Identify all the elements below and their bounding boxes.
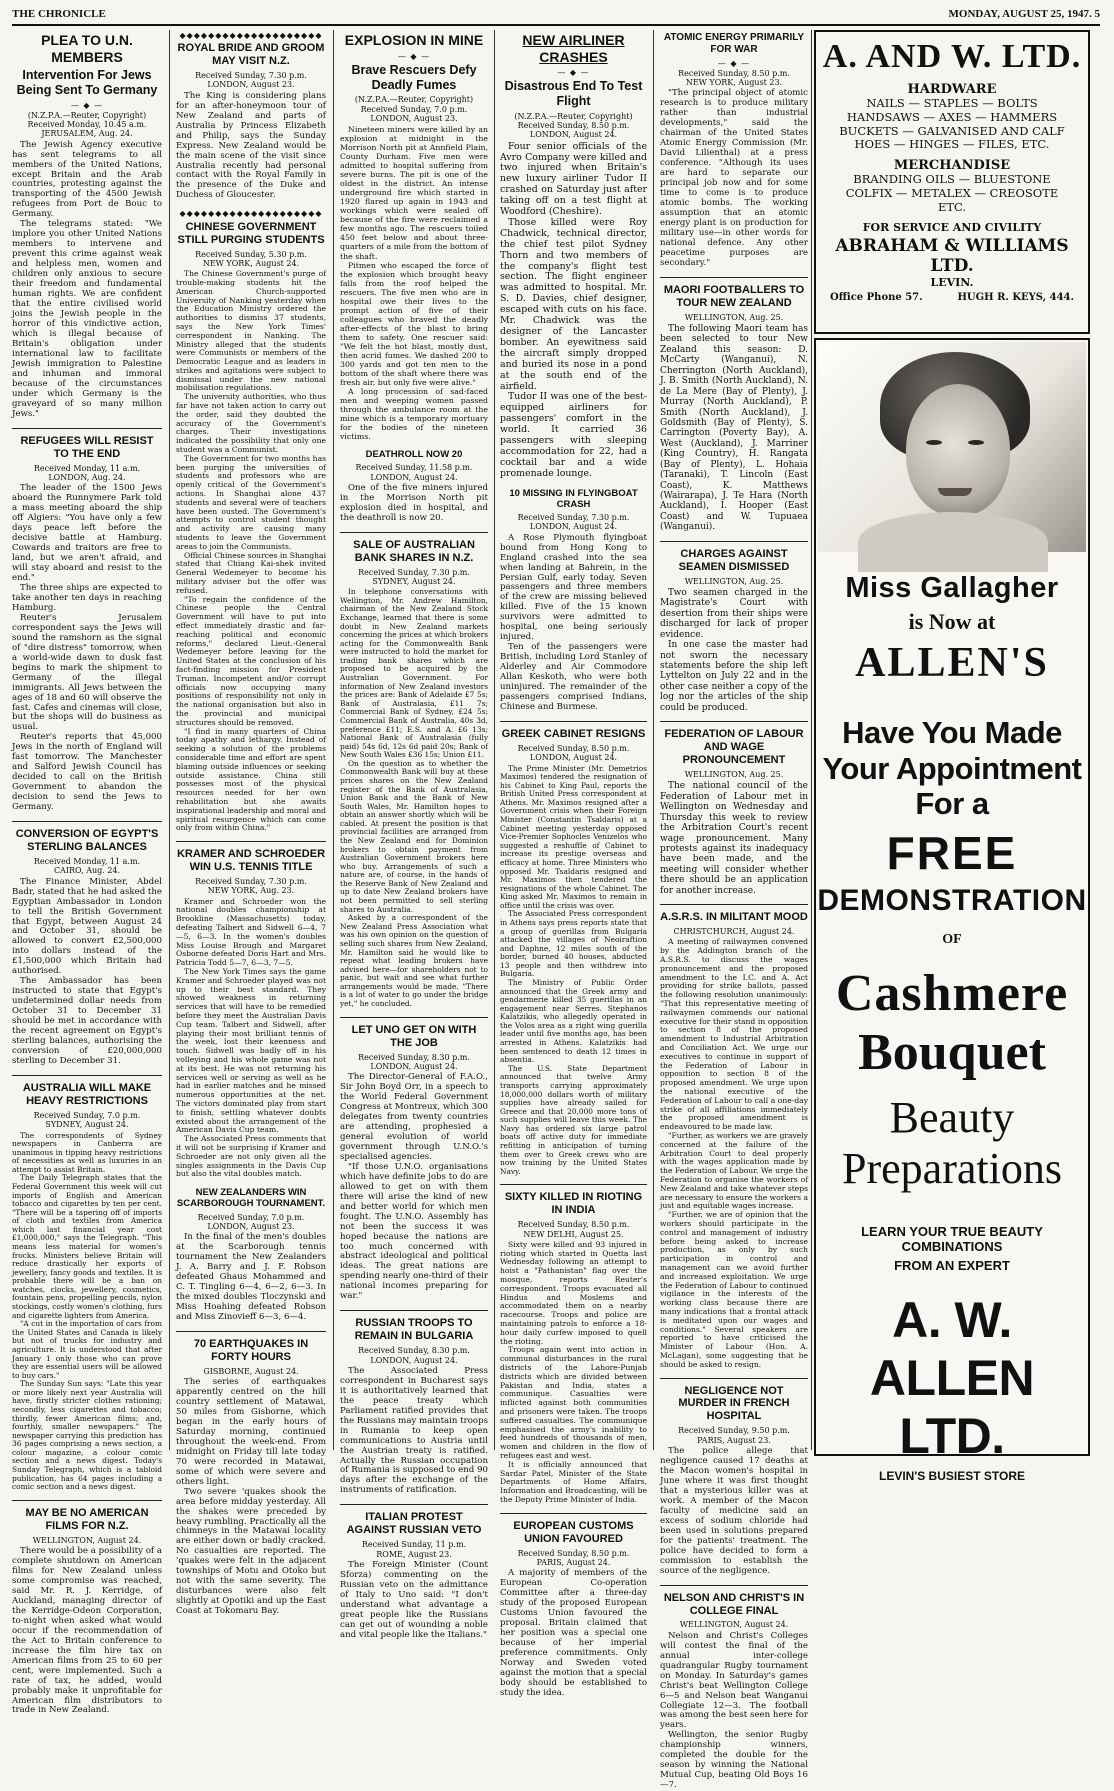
paragraph: The King is considering plans for an after-honeymoon tour of New Zealand and parts of Australia by Princess Elizabeth and Philip, says the Sunday Express. New Zealand would be the main scene of the visit since Australia recently had personal contact with the Royal Family in the presence of the Duke and Duchess of Gloucester. [176, 90, 326, 201]
ad-store-name: A. W. ALLEN LTD. [869, 1291, 1035, 1464]
dateline: LONDON, August 23. [207, 80, 295, 90]
paragraph: "Further, as workers we are gravely concerned at the failure of the Arbitration Court to deal properly with the wages application made by the Federation of Labour. We urge the Federation to organise the workers of New Zealand and take whatever steps are necessary to ensure the workers a just and equitable wages increase. [660, 1130, 808, 1211]
credit: (N.Z.P.A.—Reuter, Copyright) [514, 111, 633, 121]
column-5 [660, 30, 808, 1791]
paragraph: The Associated Press comments that it will not be surprising if Kramer and Schroeder are not only given all the singles assignments in the Davis Cup but also the vital doubles match. [176, 1134, 326, 1179]
paragraph: "The principal object of atomic research is to produce military rather than industrial developments," said the chairman of the United States Atomic Energy Commission (Mr. David Lilienthal) at a press conference. "Although its uses are hard to separate our principal job now and for some time to come is to produce atomic bombs. The working assumption that an atomic energy plant is on production for military use—in other words for national defence. Any other peacetime purposes are secondary." [660, 88, 808, 268]
article-scarborough [176, 1187, 326, 1323]
paragraph: Those killed were Roy Chadwick, technical director, the chief test pilot Sydney Thorn and two members of the company's flight test section. The flight engineer was admitted to hospital. Mr. S. D. Davies, chief designer, escaped with cuts on his face. Mr. Chadwick was the designer of the Lancaster bomber. An eyewitness said the aircraft simply dropped and buried its nose in a pond at the south end of the airfield. [500, 216, 647, 392]
dateline: WELLINGTON, Aug. 25. [684, 770, 784, 780]
paragraph: The three ships are expected to take another ten days in reaching Hamburg. [12, 582, 162, 613]
ad-firm: ABRAHAM & WILLIAMS LTD. [835, 235, 1069, 276]
paragraph: The Sunday Sun says: "Late this year or more likely next year Australia will have, firstly stricter clothes rationing; secondly, less cigarettes and tobacco; thirdly, fewer American films; and, fourthly, smaller newspapers." The newspaper carrying this prediction has 36 pages comprising a news section, a colour magazine, a colour comic section and a news digest. Today's Sunday Telegraph, which is a tabloid publication, has 64 pages including a comic section and a news digest. [12, 1379, 162, 1492]
paragraph: Nelson and Christ's Colleges will contest the final of the annual inter-college quadrangular Rugby tournament on Monday. In Saturday's games Christ's beat Wellington College 6—5 and Nelson beat Wanganui Collegiate 12—3. The football was among the best seen here for years. [660, 1630, 808, 1731]
divider: ◆◆◆◆◆◆◆◆◆◆◆◆◆◆◆◆◆◆◆◆ [179, 31, 323, 40]
article-deathroll [340, 449, 488, 524]
paragraph: It is officially announced that Sardar Patel, Minister of the State Departments of Home Affairs, Information and Broadcasting, will be the Deputy Prime Minister of India. [500, 1459, 647, 1504]
dateline: WELLINGTON, August 24. [679, 1620, 789, 1630]
headline: ROYAL BRIDE AND GROOM MAY VISIT N.Z. [177, 42, 325, 68]
headline: RUSSIAN TROOPS TO REMAIN IN BULGARIA [354, 1317, 474, 1343]
article-refugees [12, 435, 162, 813]
article-italian [340, 1511, 488, 1640]
received: Received Sunday, 7.0 p.m. [197, 1212, 305, 1222]
paragraph: Sixty were killed and 93 injured in rioting which started in Quetta last Wednesday following an attempt to hoist a "Pathanistan" flag over the mosque, reports Reuter's correspondent. Troops evacuated all Hindus and Moslems and accommodated them on a nearby racecourse. Troops and police are maintaining patrols to enforce a 18-hour daily curfew imposed to quell the rioting. [500, 1239, 647, 1346]
paragraph: On the question as to whether the Commonwealth Bank will buy at these prices shares on the New Zealand register of the Bank of Australasia, Union Bank and the Bank of New South Wales, Mr. Hamilton hopes to obtain an answer shortly which will be cabled. At present the position is that provincial facilities are arranged from the New Zealand end for Dominion brokers to obtain payment from Australian Government brokers here who buy. Arrangements of such a nature are, of course, in the hands of the Reserve Bank of New Zealand and up to date New Zealand brokers have not been permitted to sell sterling shares to Australia. [340, 758, 488, 914]
paragraph: The leader of the 1500 Jews aboard the Runnymere Park told a mass meeting aboard the ship off Algiers: "You have only a few days peace left before the decisive battle at Hamburg. Cowards and traitors are free to land, but we aren't afraid, and will stay aboard and resist to the end." [12, 483, 162, 583]
dateline: LONDON, August 23. [207, 1221, 295, 1231]
credit: (N.Z.P.A.—Reuter, Copyright) [27, 110, 147, 120]
paragraph: The Ministry of Public Order announced that the Greek army and gendarmerie killed 35 guerillas in an engagement near Serres. Stephanos Kalatzikis, who allegedly operated in the Volos area as a right wing guerilla leader until five months ago, has been arrested in Athens. Kalatzikis had been sentenced to death 12 times in absentia. [500, 978, 647, 1065]
dateline: LONDON, August 23. [370, 113, 458, 123]
headline: A.S.R.S. IN MILITANT MOOD [660, 911, 808, 924]
received: Received Sunday, 9.50 p.m. [678, 1426, 790, 1436]
article-tennis [176, 848, 326, 1179]
article-airliner [500, 32, 647, 480]
paragraph: Four senior officials of the Avro Company were killed and two injured when Britain's new luxury airliner Tudor II crashed on Saturday just after taking off on a test flight at Woodford (Cheshire). [500, 140, 647, 218]
article-royal [176, 42, 326, 201]
received: Received Sunday, 7.0 p.m. [33, 1110, 141, 1120]
ad-abraham-williams [814, 30, 1090, 334]
received: Received Sunday, 8.50 p.m. [517, 1548, 630, 1558]
article-earthquakes [176, 1338, 326, 1617]
ad-heading-hardware: HARDWARE [907, 82, 997, 97]
headline: NEW AIRLINER CRASHES [522, 32, 625, 65]
received: Received Sunday, 8.50 p.m. [517, 121, 630, 131]
divider: — ◆ — [557, 68, 590, 78]
column-4 [500, 30, 647, 1698]
received: Received Sunday, 5.30 p.m. [195, 249, 307, 259]
headline: SIXTY KILLED IN RIOTING IN INDIA [504, 1191, 643, 1217]
paragraph: Two severe 'quakes shook the area before midday yesterday. All the shakes were preceded by heavy rumbling. Practically all the chimneys in the Matawai locality are either down or badly cracked. No casualties are reported. The 'quakes were felt in the adjacent townships of Motu and Otoko but not with the same severity. The disturbances were also felt slightly at Opotiki and up the East Coast at Tokomaru Bay. [176, 1486, 326, 1617]
paragraph: The Daily Telegraph states that the Federal Government this week will cut imports of English and American tobacco and cigarettes by ten per cent. "There will be a tapering off of imports of cloth and textiles from America which last financial year cost £1,000,000," says the Telegraph. "This means less material for women's frocks. Ministers believe Britain will reduce drastically her exports of jewellery, fancy goods and textiles. It is probable there will be a ban on watches, clocks, jewellery, cosmetics, fountain pens, propelling pencils, nylon stockings, costly women's clothing, furs and cigarette lighters from America. [12, 1173, 162, 1320]
ad-allens [814, 338, 1090, 1483]
portrait-photo [818, 342, 1086, 552]
paragraph: The Foreign Minister (Count Sforza) commenting on the Russian veto on the admittance of Italy to Uno said: "I don't understand what advantage a great people like the Russians can get out of wounding a noble and vital people like the Italians." [340, 1559, 488, 1640]
paragraph: The Prime Minister (Mr. Demetrios Maximos) tendered the resignation of his Cabinet to King Paul, reports the British United Press correspondent at Athens. Mr. Maximos resigned after a Government crisis when their Foreign Minister (Constantin Tsaldaris) at a Cabinet meeting yesterday opposed Vice-Premier Sophocles Venizelos who suggested a reshuffle of Cabinet to increase its prestige overseas and efficacy at home. Three Ministers who opposed Mr. Tsaldaris resigned and Mr. Maximos then tendered the resignations of the whole Cabinet. The King asked Mr. Maximos to remain in office until the crisis was over. [500, 763, 647, 910]
ad-miss-gallagher: Miss Gallagher [845, 572, 1059, 604]
column-rule [811, 30, 812, 1450]
paragraph: The Jewish Agency executive has sent telegrams to all members of the United Nations, except Britain and the Arab countries, protesting against the transporting of the 4500 Jewish refugees from Port de Bouc to Germany. [12, 139, 162, 220]
headline: CHINESE GOVERNMENT STILL PURGING STUDENTS [177, 220, 325, 246]
dateline: PARIS, August 24. [536, 1557, 611, 1567]
headline: ATOMIC ENERGY PRIMARILY FOR WAR [663, 32, 805, 55]
paragraph: The New York Times says the game Kramer and Schroeder played was not up to their best standard. They showed weakness in returning services that will have to be remedied before they meet the Australian Davis Cup team. Talbert and Sidwell, after playing their most brilliant tennis of the week, lost their keenness and touch. Sidwell was badly off in his volleying and his whole game was not at its best. He was not returning his services well or serving as well as he had in earlier matches and he missed numerous opportunities at the net. The victors dominated play from start to finish, settling whatever doubts existed about the arrangement of the American Davis Cup team. [176, 966, 326, 1135]
ad-brand: A. AND W. LTD. [822, 38, 1082, 75]
article-plea-un [12, 32, 162, 420]
paragraph: The national council of the Federation of Labour met in Wellington on Wednesday and Thursday this week to review the Arbitration Court's recent wage pronouncement. Many protests against its inadequacy have been made, and the meeting will consider whether there should be an application for another increase. [660, 781, 808, 896]
dateline: LONDON, August 24. [370, 1061, 458, 1071]
paragraph: The Associated Press correspondent in Bucharest says it is authoritatively learned that the peace treaty which Parliament ratified provides that the Russians may maintain troops in Rumania to keep open communications to Austria until the Austrian treaty is ratified. Actually the Russian occupation of Rumania is supposed to end 90 days after the exchange of the instruments of ratification. [340, 1365, 489, 1496]
dateline: LONDON, August 24. [529, 130, 618, 140]
paragraph: A long procession of sad-faced men and weeping women passed through the ambulance room at the mine which is a temporary mortuary for the bodies of the nineteen victims. [340, 386, 488, 442]
paragraph: "Further, we are of opinion that the workers should participate in the control and management of industry before being asked to increase production, as only by such participation in control and management can we avoid further and increased exploitation. We urge the Federation of Labour to continued vigilance in the interests of the working class because there are many indications that a frontal attack is meditated upon our wages and conditions." Several speakers are reported to have criticised the Minister of Labour (Hon. A. McLagan), some suggesting that he should be asked to resign. [660, 1210, 808, 1369]
ad-appointment: Have You Made Your Appointment For a [822, 715, 1082, 822]
ad-town: LEVIN. [930, 275, 974, 289]
paragraph: In the final of the men's doubles at the Scarborough tennis tournament the New Zealanders J. A. Barry and J. F. Robson defeated Ghaus Mohammed and C. T. Tingling 6—4, 6—2, 6—3. In the mixed doubles Tloczynski and Miss Hoahing defeated Robson and Miss Zinovieff 6—3, 6—4. [176, 1232, 326, 1322]
subheadline: Brave Rescuers Defy Deadly Fumes [351, 62, 477, 92]
paragraph: In telephone conversations with Wellington, Mr. Andrew Hamilton, chairman of the New Zealand Stock Exchange, learned that there is some doubt in New Zealand markets concerning the prices at which brokers acting for the Commonwealth Bank were instructed to hold the market for trading bank shares which are proposed to be acquired by the Australian Government. For information of New Zealand investors the prices are: Bank of Adelaide £7 5s; Bank of Australasia, £11 7s; Commercial Bank of Sydney, £24 5s; Commercial Bank of Australia, 40s 3d, preference £11; E.S. and A. £6 13s; National Bank of Australasia (fully paid) 54s 6d, 12s 6d paid 20s; Bank of New South Wales £36 15s; Union £11. [340, 587, 488, 760]
dateline: SYDNEY, August 24. [45, 1120, 129, 1130]
paragraph: Two seamen charged in the Magistrate's Court with desertion from their ships were discharged for lack of proper evidence. [660, 587, 808, 640]
received: Received Sunday, 7.30 p.m. [517, 513, 630, 523]
dateline: JERUSALEM, Aug. 24. [41, 129, 133, 139]
dateline: ROME, August 23. [376, 1549, 452, 1559]
article-egypt [12, 828, 162, 1067]
subheadline: Disastrous End To Test Flight [504, 79, 643, 109]
received: Received Sunday, 11.58 p.m. [355, 463, 473, 473]
headline: PLEA TO U.N. MEMBERS [41, 32, 133, 65]
ad-preparations: Preparations [842, 1143, 1062, 1193]
paragraph: The correspondents of Sydney newspapers in Canberra are unanimous in tipping heavy restrictions of necessities as well as luxuries in an attempt to assist Britain. [12, 1130, 162, 1174]
dateline: LONDON, August 24. [529, 522, 618, 532]
ad-line: BUCKETS — GALVANISED AND CALF [839, 123, 1065, 138]
received: Received Sunday, 7.0 p.m. [360, 104, 468, 114]
ad-learn: LEARN YOUR TRUE BEAUTY COMBINATIONS [861, 1223, 1043, 1254]
dateline: LONDON, August 24. [370, 472, 458, 482]
paragraph: The Associated Press correspondent in Athens says press reports state that a group of guerillas from Bulgaria attacked the villages of Neoiraftion and Daphne, 12 miles south of the border, burned 40 houses, abducted 13 people and then withdrew into Bulgaria. [500, 909, 647, 979]
divider: ◆◆◆◆◆◆◆◆◆◆◆◆◆◆◆◆◆◆◆◆ [179, 209, 323, 219]
paragraph: Kramer and Schroeder won the national doubles championship at Brookline (Massachusetts) today, defeating Talbert and Sidwell 6—4, 7—5, 6—3. In the women's doubles Miss Louise Brough and Margaret Osborne defeated Doris Hart and Mrs. Patricia Todd 5—7, 6—3, 7—5. [176, 896, 326, 968]
paragraph: "To regain the confidence of the Chinese people the Central Government will have to put into effect immediately drastic and far-reaching political and economic reforms," declared Lieut.-General Wedemeyer before leaving for the United States at the conclusion of his fact-finding mission for President Truman. Incompetent and/or corrupt officials now occupying many positions of responsibility not only in the national organisation but also in the provincial and municipal structures should be removed. [176, 594, 326, 727]
divider: — ◆ — [717, 58, 751, 68]
article-flyingboat [500, 488, 647, 713]
paragraph: Ten of the passengers were British, including Lord Stanley of Alderley and Air Commodore Allan Keskoth, who were both uninjured. The remainder of the passengers comprised Indians, Chinese and Burmese. [500, 642, 647, 713]
paragraph: One of the five miners injured in the Morrison North pit explosion died in hospital, and the deathroll is now 20. [340, 482, 488, 523]
paragraph: The U.S. State Department announced that twelve Army transports carrying approximately 18,000,000 dollars worth of military supplies have already sailed for Greece and that 20,000 more tons of such supplies will leave this week. The Navy has ordered six large patrol boats off active duty for immediate refitting in anticipation of turning them over to Greek crews who are now training by the United States Navy. [500, 1063, 647, 1176]
article-asrs [660, 911, 808, 1369]
paragraph: "A cut in the importation of cars from the United States and Canada is likely but not of trucks for industry and agriculture. It is understood that after January 1 only those who can prove they are essential users will be allowed to buy cars." [12, 1319, 162, 1380]
column-1 [12, 30, 162, 1716]
headline: CHARGES AGAINST SEAMEN DISMISSED [678, 547, 790, 573]
paragraph: The telegrams stated: "We implore you other United Nations members to intervene and prevent this crime against weak and helpless men, women and children only anxious to secure their freedom and fundamental human rights. We are confident that the entire civilised world joins the Jewish people in the horror of this vindictive action, which is illegal because of Britain's obligation under international law to facilitate Jewish immigration to Palestine and inhuman and immoral because of the circumstances under which Germany is the graveyard of so many million Jews." [12, 219, 162, 419]
dateline: SYDNEY, August 24. [372, 576, 456, 586]
headline: NELSON AND CHRIST'S IN COLLEGE FINAL [663, 1591, 805, 1617]
received: Received Monday, 10.45 a.m. [27, 120, 147, 130]
paragraph: Wellington, the senior Rugby championship winners, completed the double for the season by winning the National Mutual Cup, beating Old Boys 16—7. [660, 1730, 808, 1791]
paragraph: The Chinese Government's purge of trouble-making students hit the American Church-supported University of Nanking yesterday when the Education Ministry ordered the authorities to dismiss 37 students, says the New York Times' correspondent in Nanking. The Ministry alleged that the students were Communists or members of the Democratic League and as leaders in strikes and agitations were subject to dismissal under the new national mobilisation regulations. [176, 269, 326, 393]
paragraph: The Government for two months has been purging the universities of students and professors who are openly critical of the Government's actions. In Shanghai alone 437 students and several were of teachers have been ousted. The Government's attempts to control student thought and activity are causing many students to leave the Government areas to join the Communists. [176, 453, 326, 551]
article-seamen [660, 548, 808, 713]
ad-allens-name: ALLEN'S [855, 640, 1049, 686]
dateline: GISBORNE, August 24. [203, 1366, 299, 1376]
headline: LET UNO GET ON WITH THE JOB [351, 1023, 477, 1049]
divider: — ◆ — [397, 51, 431, 61]
dateline: LONDON, August 24. [529, 753, 618, 763]
headline: CONVERSION OF EGYPT'S STERLING BALANCES [15, 828, 159, 854]
headline: NEW ZEALANDERS WIN SCARBOROUGH TOURNAMENT. [176, 1187, 326, 1210]
article-russian-troops [340, 1317, 488, 1496]
ad-demonstration: DEMONSTRATION [817, 883, 1087, 917]
paragraph: There would be a possibility of a complete shutdown on American films for New Zealand unless some compromise was reached, said Mr. R. J. Kerridge, of Auckland, managing director of the Kerridge-Odeon Corporation, to-night when asked what would occur if the recommendation of the Act to Britain conference to increase the film hire tax on American films from 25 to 60 per cent, were implemented. Such a rate of tax, he added, would probably make it unprofitable for American film distributors to trade in New Zealand. [12, 1545, 162, 1716]
received: Received Sunday, 8.30 p.m. [358, 1346, 470, 1356]
paragraph: A Rose Plymouth flyingboat bound from Hong Kong to England crashed into the sea when landing at Bahrein, in the Persian Gulf, early today. Seven passengers and three members of the crew are missing believed killed. Five of the 15 known survivors were admitted to hospital, one being seriously injured. [500, 532, 647, 643]
received: Received Sunday, 8.30 p.m. [358, 1052, 470, 1062]
dateline: NEW YORK, Aug. 23. [207, 886, 295, 896]
paragraph: The following Maori team has been selected to tour New Zealand this season: D. McCarty (Wanganui), N. Cherrington (North Auckland), J. B. Smith (North Auckland), N. de La Mere (Bay of Plenty), J. Murray (North Auckland), P. Smith (North Auckland), J. Goldsmith (Bay of Plenty), S. Carrington (Poverty Bay), A. West (Auckland), J. Marriner (King Country), H. Rangata (Bay of Plenty), L. Hohaia (Taranaki), T. Lincoln (East Coast), K. Matthews (Wairarapa), J. Te Hara (North Auckland), I. Hooper (East Coast) and W. Tupuaea (Wanganui). [660, 324, 808, 533]
headline: REFUGEES WILL RESIST TO THE END [20, 434, 154, 460]
newspaper-title: THE CHRONICLE [12, 8, 106, 20]
ad-service: FOR SERVICE AND CIVILITY [862, 220, 1042, 234]
paragraph: A meeting of railwaymen convened by the Addington branch of the A.S.R.S. to discuss the wages pronouncement and the proposed amendment to the I.C. and A. Act providing for strike ballots, passed the following resolution unanimously: "That this representative meeting of railwaymen commends our national executive for their stand in opposition to section 8 of the proposed amendment to Industrial Arbitration and Conciliation Act. We urge our executives to continue in support of the Federation of Labour in opposition to section 8 of the proposed amendment. We urge upon the national executive of the Federation of Labour to call a one-day strike of all affiliations immediately the proposed amendment is endeavoured to be made law. [660, 937, 808, 1132]
column-rule [333, 30, 334, 1450]
paragraph: The Director-General of F.A.O., Sir John Boyd Orr, in a speech to the World Federal Government Congress at Montreux, which 300 delegates from twenty countries are attending, prophesied a general evolution of world government through U.N.O.'s specialised agencies. [340, 1072, 488, 1162]
ad-heading-merchandise: MERCHANDISE [893, 158, 1011, 174]
dateline: NEW YORK, August 24. [202, 258, 300, 268]
dateline: CHRISTCHURCH, August 24. [673, 927, 795, 937]
received: Received Sunday, 11 p.m. [361, 1540, 467, 1550]
headline: MAORI FOOTBALLERS TO TOUR NEW ZEALAND [663, 283, 805, 309]
article-india-rioting [500, 1191, 647, 1504]
ad-line: HOES — HINGES — FILES, ETC. [854, 137, 1050, 152]
paragraph: The Ambassador has been instructed to state that Egypt's undetermined dollar needs from October 31 to December 31 should be met in accordance with the recent agreement on Egypt's sterling balances, authorising the conversion of £20,000,000 sterling to December 31. [12, 976, 162, 1067]
dateline: CAIRO, Aug. 24. [53, 866, 121, 876]
masthead [12, 6, 1100, 26]
paragraph: Reuter's Jerusalem correspondent says the Jews will sound the ramshorn as the signal of "dire distress" tomorrow, when a world-wide dawn to dusk fast begins to mark the shipment to Germany of the illegal immigrants. All Jews between the ages of 18 and 60 will observe the fast. Cafes and cinemas will close, but the shops will do business as usual. [12, 612, 162, 733]
ad-line: COLFIX — METALEX — CREOSOTE [845, 185, 1059, 200]
column-rule [653, 30, 654, 1450]
dateline: PARIS, August 23. [697, 1435, 771, 1445]
headline: EUROPEAN CUSTOMS UNION FAVOURED [513, 1519, 634, 1545]
received: Received Sunday, 8.50 p.m. [517, 744, 630, 754]
column-2 [176, 30, 326, 1617]
received: Received Sunday, 8.50 p.m. [517, 1220, 630, 1230]
dateline: LONDON, Aug. 24. [48, 472, 126, 482]
column-3 [340, 30, 489, 1640]
dateline: NEW YORK, August 23. [685, 78, 783, 88]
headline: ITALIAN PROTEST AGAINST RUSSIAN VETO [346, 1511, 482, 1537]
credit: (N.Z.P.A.—Reuter, Copyright) [354, 95, 474, 105]
paragraph: In one case the master had not sworn the necessary statements before the ship left Lyttelton on July 22 and in the other case neither a copy of the log nor the articles of the ship could be produced. [660, 640, 808, 713]
headline: FEDERATION OF LABOUR AND WAGE PRONOUNCEMENT [664, 728, 804, 767]
paragraph: The police allege that negligence caused 17 deaths at the Macon women's hospital in June where it was first thought that a mysterious killer was at work. A member of the Macon faculty of medicine said an excess of sodium chloride had been used in solutions prepared for the patients' treatment. The police have decided to form a commission to establish the source of the negligence. [660, 1445, 808, 1576]
headline: EXPLOSION IN MINE [344, 32, 484, 48]
paragraph: "If those U.N.O. organisations which have definite jobs to do are allowed to get on with them there will arise the kind of new and better world for which men fought. The U.N.O. Assembly has not been the success it was hoped because the nations are too much concerned with abstract ideological and political ideas. The great nations are spending nearly one-third of their national incomes preparing for war." [340, 1161, 488, 1302]
ad-line: BRANDING OILS — BLUESTONE [853, 172, 1051, 187]
received: Received Monday, 11 a.m. [33, 463, 141, 473]
article-greek-cabinet [500, 728, 647, 1176]
headline: NEGLIGENCE NOT MURDER IN FRENCH HOSPITAL [678, 1384, 790, 1423]
ad-is-now: is Now at [908, 609, 996, 634]
article-maori [660, 284, 808, 533]
ad-beauty: Beauty [889, 1092, 1015, 1142]
article-chinese [176, 221, 326, 833]
column-rule [494, 30, 495, 1450]
paragraph: The Finance Minister, Abdel Badr, stated that he had asked the Egyptian Ambassador in London to tell the British Government that Egypt, between August 24 and October 31, should be allowed to convert £2,500,000 into dollars instead of the £1,500,000 which Britain had authorised. [12, 876, 162, 977]
headline: DEATHROLL NOW 20 [365, 449, 463, 461]
paragraph: Tudor II was one of the best-equipped airliners for passengers' comfort in the world. It carried 36 passengers with sleeping accommodation for 22, had a cocktail bar and a wide promenade lounge. [500, 391, 647, 479]
article-australia [12, 1082, 162, 1492]
received: Received Sunday, 8.50 p.m. [678, 68, 790, 78]
dateline: WELLINGTON, Aug. 25. [684, 312, 784, 322]
article-mine [340, 32, 488, 441]
received: Received Sunday, 7.30 p.m. [358, 567, 470, 577]
paragraph: Reuter's reports that 45,000 Jews in the north of England will fast tomorrow. The Manchester and Salford Jewish Council has decided to call on the British Government to abandon the decision to send the Jews to Germany. [12, 732, 162, 813]
received: Received Sunday, 7.30 p.m. [195, 877, 307, 887]
ad-slogan: LEVIN'S BUSIEST STORE [879, 1468, 1025, 1483]
ad-line: HANDSAWS — AXES — HAMMERS [846, 109, 1058, 124]
article-films [12, 1507, 162, 1717]
headline: 70 EARTHQUAKES IN FORTY HOURS [193, 1337, 309, 1363]
ad-of: OF [942, 931, 962, 947]
ad-expert: FROM AN EXPERT [894, 1257, 1010, 1273]
article-customs-union [500, 1520, 647, 1699]
ad-cashmere: Cashmere [835, 964, 1069, 1022]
ad-bouquet: Bouquet [858, 1023, 1046, 1081]
headline: SALE OF AUSTRALIAN BANK SHARES IN N.Z. [353, 538, 475, 564]
divider: — ◆ — [70, 100, 104, 110]
paragraph: Asked by a correspondent of the New Zealand Press Association what was his own opinion on the question of selling such shares from New Zealand, Mr. Hamilton said he would like to repeat what leading brokers have advised here—for shareholders not to panic, but wait and see what further arrangements would be made. "There is a lot of water to go under the bridge yet," he concluded. [340, 913, 488, 1008]
ad-free: FREE [886, 826, 1018, 879]
paragraph: "I find in many quarters of China today apathy and lethargy. Instead of seeking a solution of the problems considerable time and effort are spent blaming outside influences or seeking outside assistance. China still possesses most of the physical resources needed for her own rehabilitation but she awaits inspirational leadership and moral and spiritual resurgence which can come only from within China." [176, 726, 326, 833]
received: Received Monday, 11 a.m. [33, 857, 141, 867]
ad-line: NAILS — STAPLES — BOLTS [866, 96, 1038, 110]
headline: 10 MISSING IN FLYINGBOAT CRASH [509, 487, 638, 510]
dateline: NEW DELHI, August 25. [523, 1229, 624, 1239]
column-rule [169, 30, 170, 1450]
paragraph: The series of earthquakes apparently centred on the hill country settlement of Matawai, 50 miles from Gisborne, which began in the early hours of Saturday morning, continued throughout the week-end. From midnight on Friday till late today 70 were recorded in Matawai, some of which were severe and others light. [176, 1376, 326, 1487]
subheadline: Intervention For Jews Being Sent To Germany [16, 68, 158, 97]
paragraph: The university authorities, who thus far have not taken action to carry out the order, said they doubted the accuracy of the Government's charges. Their investigations indicated the possibility that only one student was a Communist. [176, 392, 326, 455]
headline: MAY BE NO AMERICAN FILMS FOR N.Z. [25, 1506, 149, 1532]
ad-phone: Office Phone 57. [830, 291, 923, 303]
paragraph: Pitmen who escaped the force of the explosion which brought heavy falls from the roof helped the rescuers. The five men who are in hospital owe their lives to the prompt action of five of their colleagues who braved the deadly after-effects of the blast to bring them to safety. One rescuer said: "We felt the hot blast, mostly dust, then acrid fumes. We dashed 200 to 300 yards and got ten men to the bottom of the shaft where there was fresh air, but only five were alive." [340, 260, 488, 387]
article-uno [340, 1024, 488, 1303]
received: Received Sunday, 7.30 p.m. [195, 71, 307, 81]
dateline: WELLINGTON, August 24. [32, 1535, 142, 1545]
issue-date: MONDAY, AUGUST 25, 1947. 5 [948, 8, 1100, 20]
article-federation [660, 728, 808, 896]
paragraph: Nineteen miners were killed by an explosion at midnight in the Morrison North pit at Annfield Plain, County Durham. Five men were admitted to hospital suffering from severe burns. The pit is one of the oldest in the district. An intense underground fire which started in 1920 flared up again in 1943 and workings which were sealed off because of the fire were reclaimed a few months ago. The rescuers toiled 450 feet below and about three-quarters of a mile from the bottom of the shaft. [340, 125, 488, 261]
article-college-final [660, 1592, 808, 1791]
article-bank-shares [340, 539, 488, 1009]
headline: GREEK CABINET RESIGNS [501, 728, 646, 741]
article-french-hospital [660, 1385, 808, 1577]
headline: KRAMER AND SCHROEDER WIN U.S. TENNIS TITLE [176, 848, 326, 874]
paragraph: A majority of members of the European Co-operation Committee after a three-day study of the proposed European Customs Union favoured the proposal. Britain claimed that her position was a special one because of her imperial preference commitments. Only Norway and Sweden voted against the motion that a special body should be established to study the idea. [500, 1568, 647, 1698]
dateline: LONDON, August 24. [370, 1355, 458, 1365]
paragraph: Troops again went into action in communal disturbances in the rural districts of the Lahore-Punjab districts which are divided between Pakistan and India, states a communique. Casualties were inflicted against both communities and prisoners were taken. The troops suffered casualties. The communique emphasised the army's inability to feed hundreds of thousands of men, women and children in the flow of refugees east and west. [500, 1345, 647, 1460]
dateline: WELLINGTON, Aug. 25. [684, 576, 784, 586]
ad-manager: HUGH R. KEYS, 444. [957, 291, 1074, 303]
article-atomic [660, 32, 808, 269]
headline: AUSTRALIA WILL MAKE HEAVY RESTRICTIONS [22, 1082, 152, 1107]
paragraph: Official Chinese sources in Shanghai stated that Chiang Kai-shek invited General Wedemeyer to become his military adviser but the offer was refused. [176, 550, 326, 595]
ad-line: ETC. [937, 199, 967, 214]
